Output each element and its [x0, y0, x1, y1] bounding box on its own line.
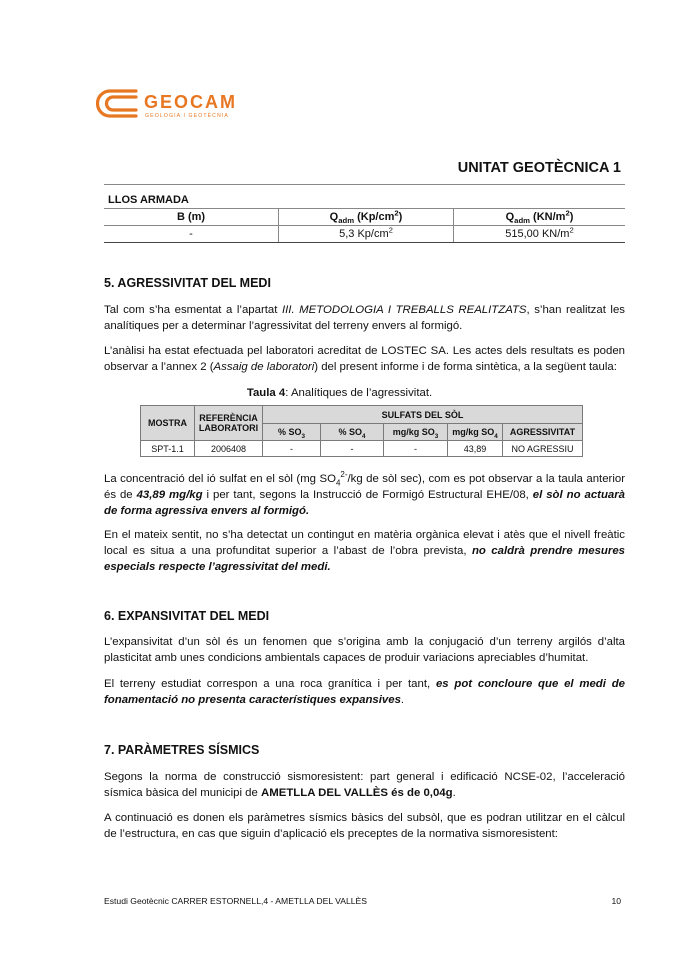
section-7-paragraph-2: A continuació es donen els paràmetres sísmics bàsics del subsòl, que es podran utilitzar en el càlcul de l’estructura, en cas que siguin d’aplicació els preceptes de la normativa sismoresistent:	[104, 812, 625, 840]
logo-tagline: GEOLOGIA I GEOTÈCNIA	[145, 113, 229, 119]
section-6-heading: 6. EXPANSIVITAT DEL MEDI	[104, 609, 270, 623]
cell-b: -	[104, 226, 279, 243]
header-sulfats: SULFATS DEL SÒL	[263, 406, 583, 424]
divider	[104, 184, 625, 185]
section-5-paragraph-2: L’anàlisi ha estat efectuada pel laboratori acreditat de LOSTEC SA. Les actes dels resultats es poden observar a l’annex 2 (Assaig de laboratori) del present informe i de forma sintètica, a la següent taula:	[104, 345, 625, 373]
cell-mostra: SPT-1.1	[141, 441, 195, 457]
cell-pct-so4: -	[321, 441, 384, 457]
cell-mgkg-so3: -	[384, 441, 448, 457]
section-6-paragraph-2: El terreny estudiat correspon a una roca granítica i per tant, es pot concloure que el medi de fonamentació no presenta característiques expansives.	[104, 678, 625, 706]
header-pct-so3: % $SO_3$	[263, 424, 321, 441]
cell-mgkg-so4: 43,89	[448, 441, 503, 457]
header-mostra: MOSTRA	[141, 406, 195, 441]
cell-pct-so3: -	[263, 441, 321, 457]
sulfates-header-row-1	[141, 406, 583, 424]
cell-q-kp: 5,3 $Kp/cm^2$	[279, 226, 454, 243]
cell-agressivitat: NO AGRESSIU	[503, 441, 583, 457]
header-mgkg-so4: mg/kg $SO_4$	[448, 424, 503, 441]
cell-q-kn: 515,00 $KN/m^2$	[454, 226, 626, 243]
sulfates-data-row	[141, 441, 583, 457]
header-b: B (m)	[104, 209, 279, 226]
llos-data-row	[104, 226, 625, 243]
section-5-paragraph-4: En el mateix sentit, no s’ha detectat un contingut en matèria orgànica elevat i atès que el nivell freàtic local es situa a una profunditat superior a l’abast de l’obra prevista, no caldrà prendre mesures especials respecte l’agressivitat del medi.	[104, 529, 625, 573]
footer-text: Estudi Geotècnic CARRER ESTORNELL,4 - AMETLLA DEL VALLÈS	[104, 896, 368, 906]
logo-name: GEOCAM	[144, 92, 237, 112]
header-referencia: REFERÈNCIA LABORATORI	[195, 406, 263, 441]
section-7-paragraph-1: Segons la norma de construcció sismoresistent: part general i edificació NCSE-02, l’acceleració sísmica bàsica del municipi de AMETLLA DEL VALLÈS és de 0,04g.	[104, 771, 625, 799]
section-5-paragraph-1: Tal com s’ha esmentat a l’apartat III. METODOLOGIA I TREBALLS REALITZATS, s’han realitzat les analítiques per a determinar l’agressivitat del terreny envers al formigó.	[104, 304, 625, 332]
geocam-logo	[96, 86, 266, 122]
section-5-heading: 5. AGRESSIVITAT DEL MEDI	[104, 276, 271, 290]
llos-table-title: LLOS ARMADA	[108, 194, 189, 206]
header-q-kp: $Q_{adm}$ $(Kp/cm^2)$	[279, 209, 454, 226]
header-agressivitat: AGRESSIVITAT	[503, 424, 583, 441]
cell-referencia: 2006408	[195, 441, 263, 457]
section-6-paragraph-1: L’expansivitat d’un sòl és un fenomen que s’origina amb la conjugació d’un terreny argilós d’alta plasticitat amb unes condicions ambientals capaces de produir variacions apreciables d’humitat.	[104, 636, 625, 664]
llos-table	[104, 208, 625, 243]
header-q-kn: $Q_{adm}$ $(KN/m^2)$	[454, 209, 626, 226]
page-number: 10	[611, 896, 621, 906]
header-mgkg-so3: mg/kg $SO_3$	[384, 424, 448, 441]
llos-header-row	[104, 209, 625, 226]
table-caption: Taula 4: Analítiques de l’agressivitat.	[246, 387, 433, 399]
section-5-paragraph-3: La concentració del ió sulfat en el sòl (mg $SO_4^{2-}/kg$ de sòl sec), com es pot observar a la taula anterior és de 43,89 mg/kg i per tant, segons la Instrucció de Formigó Estructural EHE/08, el sòl no actuarà de forma agressiva envers al formigó.	[104, 470, 626, 517]
unit-title: UNITAT GEOTÈCNICA 1	[457, 160, 621, 176]
sulfates-table	[140, 405, 583, 457]
section-7-heading: 7. PARÀMETRES SÍSMICS	[104, 743, 260, 757]
header-pct-so4: % $SO_4$	[321, 424, 384, 441]
